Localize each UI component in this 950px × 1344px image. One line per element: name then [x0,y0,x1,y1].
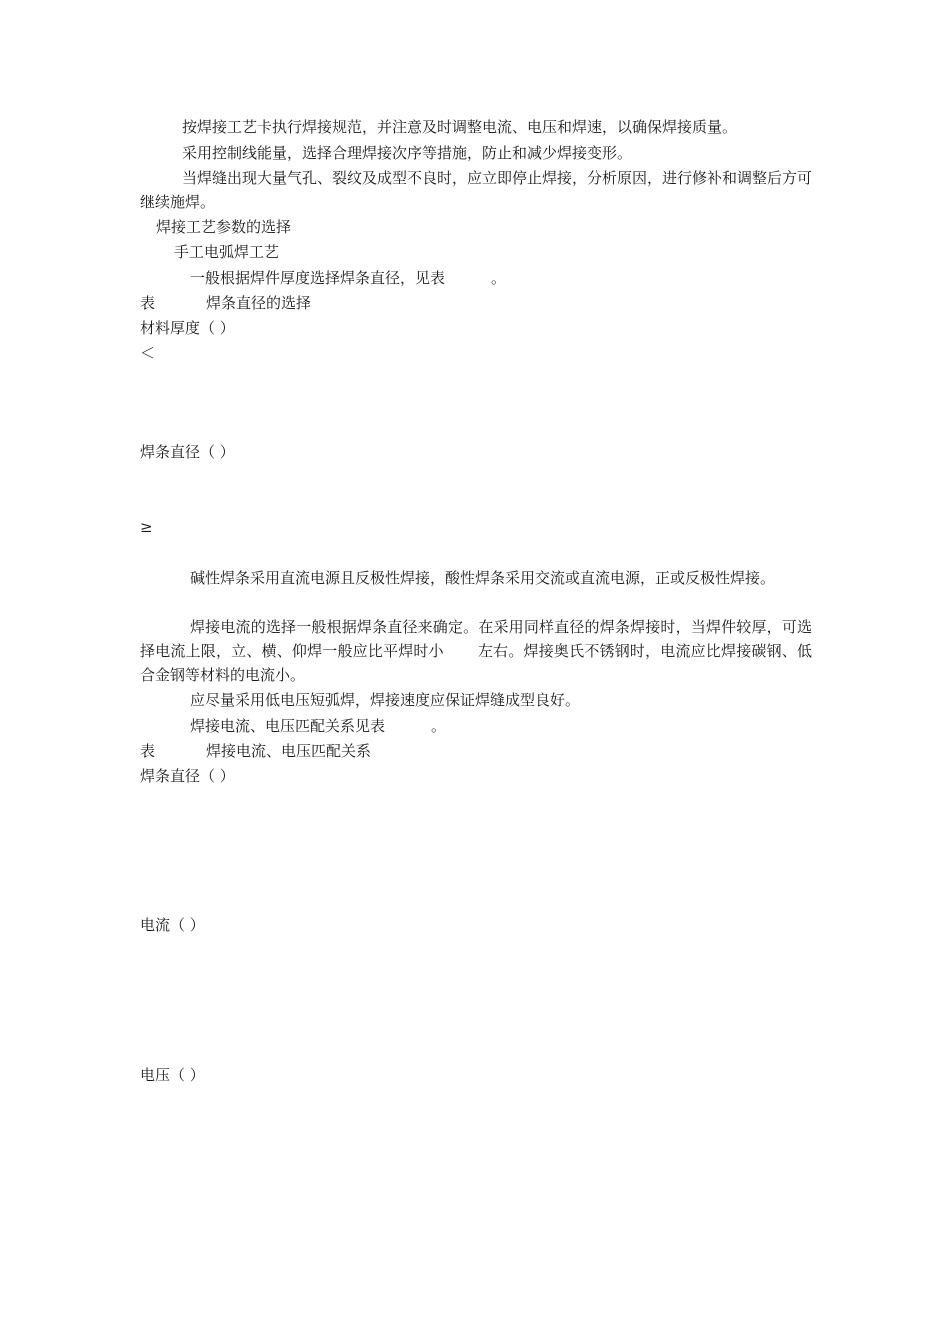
table1-caption-title: 焊条直径的选择 [206,294,312,312]
table2-row-current: 电流（ ） [140,916,205,934]
table2-caption [140,741,371,761]
current-selection-text: 焊接电流的选择一般根据焊条直径来确定。在采用同样直径的焊条焊接时，当焊件较厚，可选择电流上限，立、横、仰焊一般应比平焊时小 [140,618,812,660]
paragraph-defects: 当焊缝出现大量气孔、裂纹及成型不良时，应立即停止焊接，分析原因，进行修补和调整后方可继续施焊。 [140,169,813,211]
electrode-intro-suffix: 。 [491,269,507,287]
match-intro [190,716,446,736]
section-heading: 焊接工艺参数的选择 [156,218,292,236]
paragraph-low-voltage: 应尽量采用低电压短弧焊，焊接速度应保证焊缝成型良好。 [190,691,581,709]
paragraph-deformation: 采用控制线能量，选择合理焊接次序等措施，防止和减少焊接变形。 [182,144,633,162]
table1-symbol-lt: ＜ [140,344,156,362]
electrode-intro [190,268,506,288]
table2-caption-title: 焊接电流、电压匹配关系 [206,742,372,760]
table2-row-voltage: 电压（ ） [140,1066,205,1084]
paragraph-current-selection [140,615,812,687]
table1-row-diameter: 焊条直径（ ） [140,443,235,461]
paragraph-polarity: 碱性焊条采用直流电源且反极性焊接，酸性焊条采用交流或直流电源，正或反极性焊接。 [190,569,776,587]
table1-caption-prefix: 表 [140,294,156,312]
subsection-heading: 手工电弧焊工艺 [174,243,280,261]
table2-caption-prefix: 表 [140,742,156,760]
table2-row-diameter: 焊条直径（ ） [140,767,235,785]
table1-symbol-ge: ≥ [140,518,153,536]
current-selection-text-cont: 左右。焊接奥氏不锈钢时，电流应比焊接碳钢、低合金钢等材料的电流小。 [140,642,812,684]
table1-caption [140,293,311,313]
paragraph-quality: 按焊接工艺卡执行焊接规范，并注意及时调整电流、电压和焊速，以确保焊接质量。 [182,118,738,136]
match-intro-text: 焊接电流、电压匹配关系见表 [190,717,386,735]
table1-row-thickness: 材料厚度（ ） [140,319,235,337]
match-intro-suffix: 。 [431,717,447,735]
electrode-intro-text: 一般根据焊件厚度选择焊条直径，见表 [190,269,446,287]
